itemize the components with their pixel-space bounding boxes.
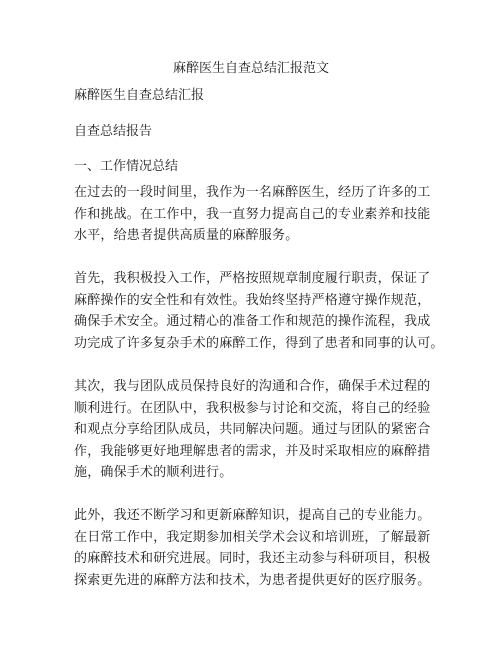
paragraph-line: 顺利进行。在团队中，我积极参与讨论和交流，将自己的经验 [74, 400, 431, 416]
paragraph-line: 此外，我还不断学习和更新麻醉知识，提高自己的专业能力。 [74, 508, 431, 523]
paragraph-line: 作，我能够更好地理解患者的需求，并及时采取相应的麻醉措 [74, 443, 431, 459]
paragraph-line: 确保手术安全。通过精心的准备工作和规范的操作流程，我成 [74, 314, 431, 329]
paragraph-line: 麻醉操作的安全性和有效性。我始终坚持严格遵守操作规范， [74, 292, 431, 308]
section-heading: 一、工作情况总结 [74, 159, 179, 174]
paragraph-line: 首先，我积极投入工作，严格按照规章制度履行职责，保证了 [74, 271, 431, 286]
paragraph-line: 其次，我与团队成员保持良好的沟通和合作，确保手术过程的 [74, 379, 431, 394]
paragraph-line: 作和挑战。在工作中，我一直努力提高自己的专业素养和技能 [74, 206, 431, 222]
document-title: 麻醉医生自查总结汇报范文 [172, 61, 329, 76]
paragraph-second [74, 376, 434, 484]
paragraph-third [74, 505, 434, 591]
paragraph-line: 水平，给患者提供高质量的麻醉服务。 [74, 228, 299, 243]
paragraph-work-overview [74, 182, 434, 247]
paragraph-line: 的麻醉技术和研究进展。同时，我还主动参与科研项目，积极 [74, 551, 431, 566]
paragraph-line: 在过去的一段时间里，我作为一名麻醉医生，经历了许多的工 [74, 185, 431, 200]
document-subtitle: 麻醉医生自查总结汇报 [74, 88, 205, 103]
report-heading: 自查总结报告 [74, 124, 153, 139]
paragraph-line: 功完成了许多复杂手术的麻醉工作，得到了患者和同事的认可。 [74, 335, 444, 351]
paragraph-line: 探索更先进的麻醉方法和技术，为患者提供更好的医疗服务。 [74, 572, 431, 588]
paragraph-line: 和观点分享给团队成员，共同解决问题。通过与团队的紧密合 [74, 422, 431, 437]
paragraph-line: 在日常工作中，我定期参加相关学术会议和培训班，了解最新 [74, 529, 431, 545]
paragraph-first [74, 268, 444, 354]
paragraph-line: 施，确保手术的顺利进行。 [74, 465, 233, 480]
